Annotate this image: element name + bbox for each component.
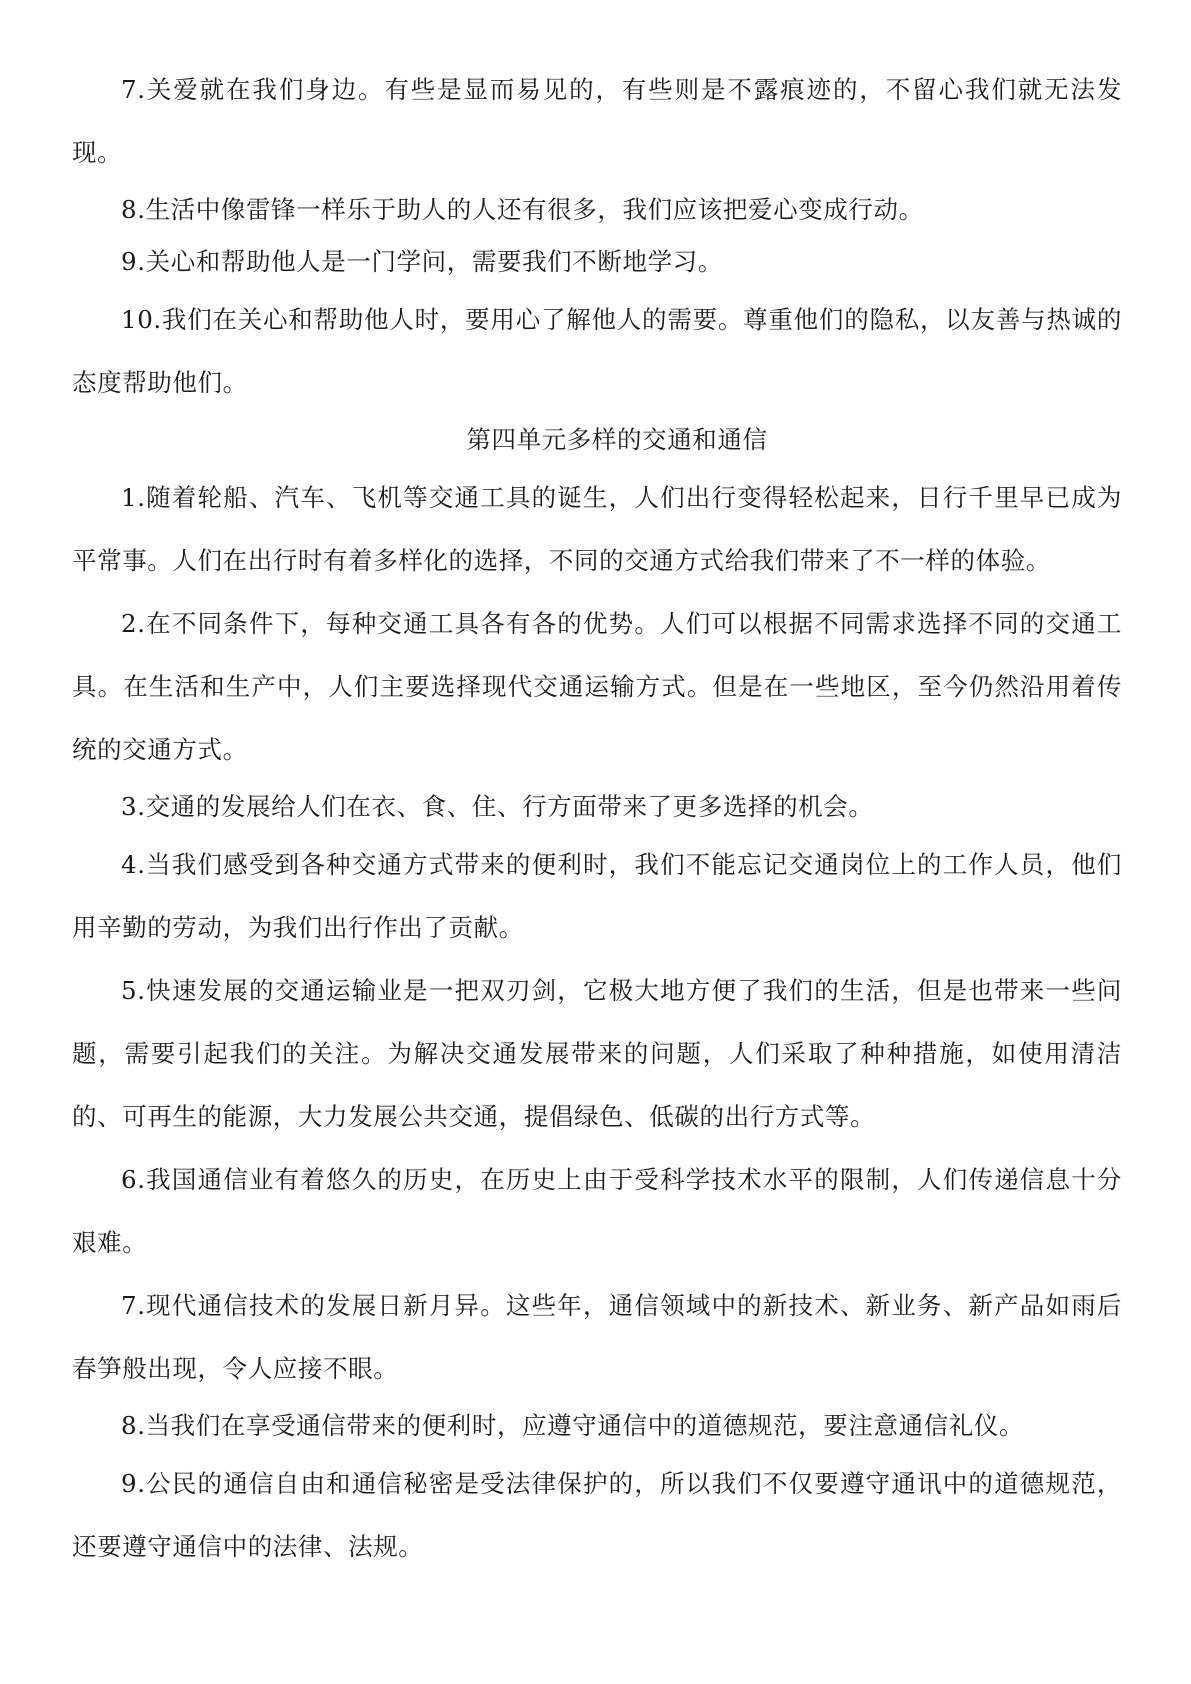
paragraph-b-2: 2.在不同条件下，每种交通工具各有各的优势。人们可以根据不同需求选择不同的交通工具。在生活和生产中，人们主要选择现代交通运输方式。但是在一些地区，至今仍然沿用着传统的交通方式。 xyxy=(72,609,1122,764)
paragraph-b-9: 9.公民的通信自由和通信秘密是受法律保护的，所以我们不仅要遵守通讯中的道德规范，还要遵守通信中的法律、法规。 xyxy=(72,1469,1122,1561)
paragraph-a-7: 7.关爱就在我们身边。有些是显而易见的，有些则是不露痕迹的，不留心我们就无法发现。 xyxy=(72,75,1122,167)
paragraph-b-4: 4.当我们感受到各种交通方式带来的便利时，我们不能忘记交通岗位上的工作人员，他们用辛勤的劳动，为我们出行作出了贡献。 xyxy=(72,850,1122,942)
document-body xyxy=(72,58,1122,1578)
paragraph-a-10: 10.我们在关心和帮助他人时，要用心了解他人的需要。尊重他们的隐私，以友善与热诚的态度帮助他们。 xyxy=(72,305,1122,397)
paragraph-b-1: 1.随着轮船、汽车、飞机等交通工具的诞生，人们出行变得轻松起来，日行千里早已成为平常事。人们在出行时有着多样化的选择，不同的交通方式给我们带来了不一样的体验。 xyxy=(72,483,1122,575)
paragraph-b-7: 7.现代通信技术的发展日新月异。这些年，通信领域中的新技术、新业务、新产品如雨后春笋般出现，令人应接不眼。 xyxy=(72,1291,1122,1383)
paragraph-b-5: 5.快速发展的交通运输业是一把双刃剑，它极大地方便了我们的生活，但是也带来一些问题，需要引起我们的关注。为解决交通发展带来的问题，人们采取了种种措施，如使用清洁的、可再生的能源，大力发展公共交通，提倡绿色、低碳的出行方式等。 xyxy=(72,976,1122,1131)
paragraph-b-3: 3.交通的发展给人们在衣、食、住、行方面带来了更多选择的机会。 xyxy=(121,792,874,821)
paragraph-b-6: 6.我国通信业有着悠久的历史，在历史上由于受科学技术水平的限制，人们传递信息十分艰难。 xyxy=(72,1165,1122,1257)
unit-heading: 第四单元多样的交通和通信 xyxy=(466,425,768,454)
paragraph-a-8: 8.生活中像雷锋一样乐于助人的人还有很多，我们应该把爱心变成行动。 xyxy=(121,195,924,224)
paragraph-b-8: 8.当我们在享受通信带来的便利时，应遵守通信中的道德规范，要注意通信礼仪。 xyxy=(121,1411,1025,1440)
paragraph-a-9: 9.关心和帮助他人是一门学问，需要我们不断地学习。 xyxy=(121,247,723,276)
